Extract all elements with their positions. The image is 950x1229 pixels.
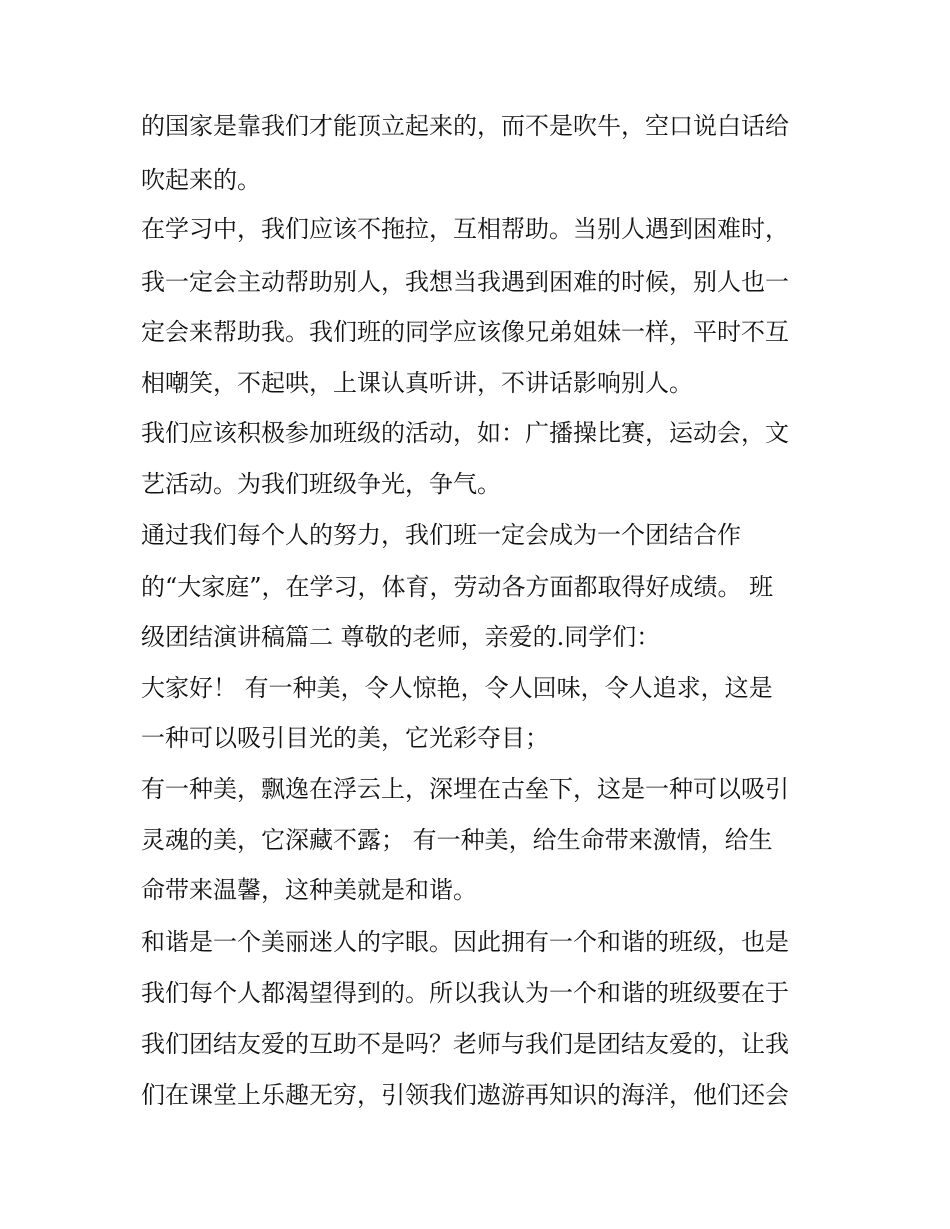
text-line: 在学习中，我们应该不拖拉，互相帮助。当别人遇到困难时，: [141, 215, 789, 243]
text-line: 我们应该积极参加班级的活动，如：广播操比赛，运动会，文: [141, 419, 789, 447]
text-line: 命带来温馨，这种美就是和谐。: [141, 876, 477, 904]
text-line: 的国家是靠我们才能顶立起来的，而不是吹牛，空口说白话给: [141, 112, 789, 140]
text-line: 我一定会主动帮助别人，我想当我遇到困难的时候，别人也一: [141, 268, 789, 296]
text-line: 我们每个人都渴望得到的。所以我认为一个和谐的班级要在于: [141, 979, 789, 1007]
text-line: 定会来帮助我。我们班的同学应该像兄弟姐妹一样，平时不互: [141, 318, 789, 346]
text-line: 级团结演讲稿篇二 尊敬的老师，亲爱的.同学们：: [141, 623, 661, 651]
text-line: 我们团结友爱的互助不是吗？老师与我们是团结友爱的，让我: [141, 1030, 789, 1058]
text-line: 大家好！ 有一种美，令人惊艳，令人回味，令人追求，这是: [141, 674, 773, 702]
text-line: 灵魂的美，它深藏不露； 有一种美，给生命带来激情，给生: [141, 826, 773, 854]
text-line: 的“大家庭”，在学习，体育，劳动各方面都取得好成绩。 班: [141, 573, 774, 601]
text-line: 艺活动。为我们班级争光，争气。: [141, 470, 501, 498]
text-line: 一种可以吸引目光的美，它光彩夺目；: [141, 724, 549, 752]
text-line: 和谐是一个美丽迷人的字眼。因此拥有一个和谐的班级，也是: [141, 928, 789, 956]
text-line: 相嘲笑，不起哄，上课认真听讲，不讲话影响别人。: [141, 369, 693, 397]
text-line: 通过我们每个人的努力，我们班一定会成为一个团结合作: [141, 521, 741, 549]
text-line: 们在课堂上乐趣无穷，引领我们遨游再知识的海洋，他们还会: [141, 1081, 789, 1109]
text-line: 吹起来的。: [141, 166, 261, 194]
text-line: 有一种美，飘逸在浮云上，深埋在古垒下，这是一种可以吸引: [141, 775, 789, 803]
